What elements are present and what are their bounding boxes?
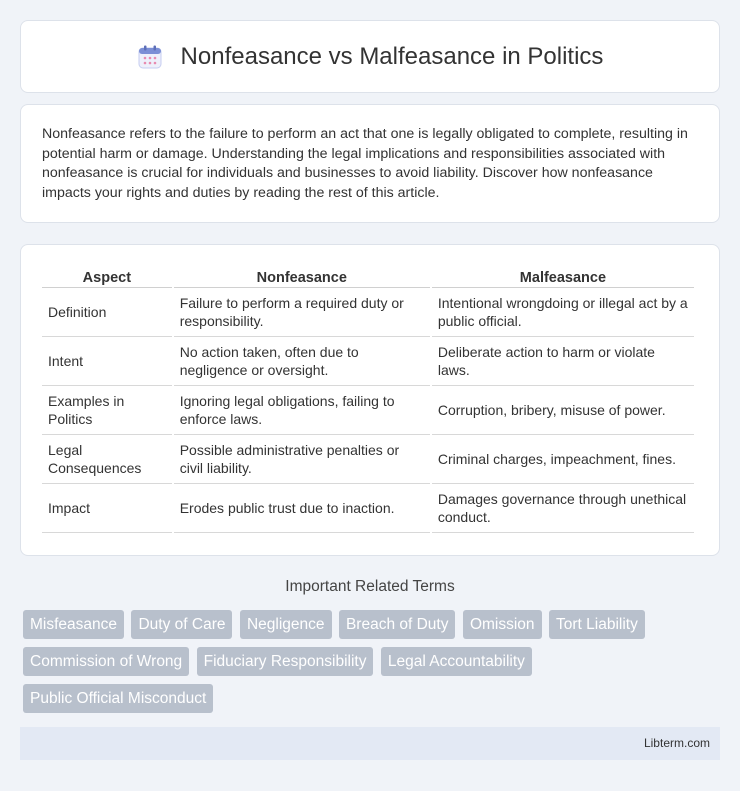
table-row xyxy=(42,386,694,435)
footer xyxy=(20,727,720,760)
header-nonfeasance: Nonfeasance xyxy=(174,267,430,288)
row-nonfeasance: Erodes public trust due to inaction. xyxy=(174,484,430,533)
related-terms-list xyxy=(23,610,713,721)
row-nonfeasance: Failure to perform a required duty or responsibility. xyxy=(174,288,430,337)
row-malfeasance: Intentional wrongdoing or illegal act by a public official. xyxy=(432,288,694,337)
row-aspect: Legal Consequences xyxy=(42,435,172,484)
row-aspect: Impact xyxy=(42,484,172,533)
header-malfeasance: Malfeasance xyxy=(432,267,694,288)
related-terms-title: Important Related Terms xyxy=(285,578,455,595)
row-nonfeasance: Ignoring legal obligations, failing to enforce laws. xyxy=(174,386,430,435)
tag-misfeasance[interactable]: Misfeasance xyxy=(23,610,124,639)
table-row xyxy=(42,288,694,337)
tag-tort-liability[interactable]: Tort Liability xyxy=(549,610,645,639)
row-aspect: Definition xyxy=(42,288,172,337)
row-malfeasance: Damages governance through unethical conduct. xyxy=(432,484,694,533)
tag-duty-of-care[interactable]: Duty of Care xyxy=(131,610,232,639)
tag-breach-of-duty[interactable]: Breach of Duty xyxy=(339,610,456,639)
row-malfeasance: Corruption, bribery, misuse of power. xyxy=(432,386,694,435)
row-nonfeasance: Possible administrative penalties or civil liability. xyxy=(174,435,430,484)
tag-fiduciary-responsibility[interactable]: Fiduciary Responsibility xyxy=(197,647,374,676)
tag-legal-accountability[interactable]: Legal Accountability xyxy=(381,647,532,676)
intro-text: Nonfeasance refers to the failure to perform an act that one is legally obligated to complete, resulting in potential harm or damage. Understanding the legal implications and responsibilities associated with nonfeasance is crucial for individuals and businesses to avoid liability. Discover how nonfeasance impacts your rights and duties by reading the rest of this article. xyxy=(42,126,688,201)
table-row xyxy=(42,337,694,386)
page-title: Nonfeasance vs Malfeasance in Politics xyxy=(180,42,604,70)
header-aspect: Aspect xyxy=(42,267,172,288)
footer-brand[interactable]: Libterm.com xyxy=(643,736,710,750)
table-row xyxy=(42,484,694,533)
row-malfeasance: Deliberate action to harm or violate laws. xyxy=(432,337,694,386)
tag-public-official-misconduct[interactable]: Public Official Misconduct xyxy=(23,684,213,713)
row-nonfeasance: No action taken, often due to negligence or oversight. xyxy=(174,337,430,386)
comparison-table-card xyxy=(20,244,720,556)
table-header-row xyxy=(42,267,694,288)
tag-commission-of-wrong[interactable]: Commission of Wrong xyxy=(23,647,189,676)
tag-negligence[interactable]: Negligence xyxy=(240,610,332,639)
row-aspect: Examples in Politics xyxy=(42,386,172,435)
intro-card xyxy=(20,104,720,223)
row-malfeasance: Criminal charges, impeachment, fines. xyxy=(432,435,694,484)
row-aspect: Intent xyxy=(42,337,172,386)
comparison-table xyxy=(40,267,696,533)
calendar-icon xyxy=(137,44,163,70)
tag-omission[interactable]: Omission xyxy=(463,610,542,639)
title-card xyxy=(20,20,720,93)
table-row xyxy=(42,435,694,484)
